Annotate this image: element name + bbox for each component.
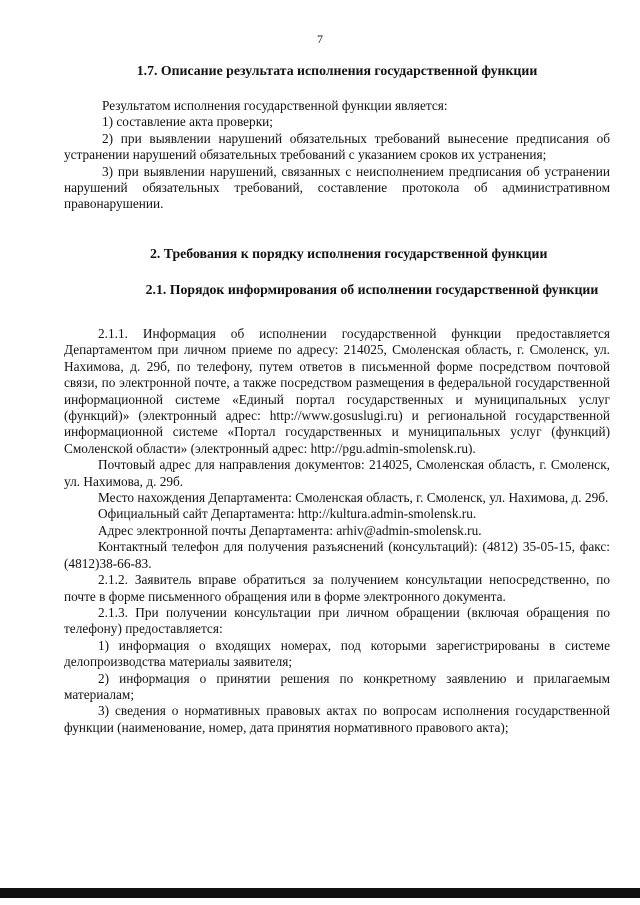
paragraph: 2) при выявлении нарушений обязательных требований вынесение предписания об устранении нарушений обязательных требований с указанием сроков их устранения;	[64, 130, 610, 163]
paragraph: 1) составление акта проверки;	[102, 114, 273, 130]
paragraph: 2.1.3. При получении консультации при личном обращении (включая обращения по телефону) предоставляется:	[64, 604, 610, 637]
section-1-7	[64, 98, 610, 213]
heading-2: 2. Требования к порядку исполнения государственной функции	[150, 246, 548, 261]
page-number: 7	[317, 32, 323, 46]
email-paragraph: Адрес электронной почты Департамента: arhiv@admin-smolensk.ru.	[98, 522, 482, 538]
heading-2-1: 2.1. Порядок информирования об исполнении государственной функции	[145, 282, 599, 297]
scan-edge-bar	[0, 888, 640, 898]
paragraph: 1) информация о входящих номерах, под которыми зарегистрированы в системе делопроизводства материалы заявителя;	[64, 637, 610, 670]
paragraph: Почтовый адрес для направления документов: 214025, Смоленская область, г. Смоленск, ул. Нахимова, д. 29б.	[64, 457, 610, 489]
heading-1-7: 1.7. Описание результата исполнения государственной функции	[136, 63, 538, 78]
section-2-1	[64, 326, 610, 736]
paragraph: 2.1.1. Информация об исполнении государственной функции предоставляется Департаментом при личном приеме по адресу: 214025, Смоленская область, г. Смоленск, ул. Нахимова, д. 29б, по телефону, путем ответов в письменной форме посредством почтовой связи, по электронной почте, а также посредством размещения в федеральной государственной информационной системе «Единый портал государственных и муниципальных услуг (функций)» (электронный адрес: http://www.gosuslugi.ru) и региональной государственной информационной системе «Портал государственных и муниципальных услуг (функций) Смоленской области» (электронный адрес: http://pgu.admin-smolensk.ru).	[64, 326, 610, 456]
paragraph: 3) сведения о нормативных правовых актах по вопросам исполнения государственной функции (наименование, номер, дата принятия нормативного правового акта);	[64, 703, 610, 735]
website-paragraph: Официальный сайт Департамента: http://kultura.admin-smolensk.ru.	[98, 506, 477, 522]
paragraph: 3) при выявлении нарушений, связанных с неисполнением предписания об устранении нарушений обязательных требований, составление протокола об административном правонарушении.	[64, 163, 610, 212]
paragraph: Результатом исполнения государственной функции является:	[102, 98, 448, 113]
paragraph: 2.1.2. Заявитель вправе обратиться за получением консультации непосредственно, по почте в форме письменного обращения или в форме электронного документа.	[64, 572, 610, 604]
paragraph: 2) информация о принятии решения по конкретному заявлению и прилагаемым материалам;	[64, 670, 610, 702]
paragraph: Место нахождения Департамента: Смоленская область, г. Смоленск, ул. Нахимова, д. 29б.	[98, 490, 609, 506]
paragraph: Контактный телефон для получения разъяснений (консультаций): (4812) 35-05-15, факс: (4812)38-66-83.	[64, 539, 610, 571]
